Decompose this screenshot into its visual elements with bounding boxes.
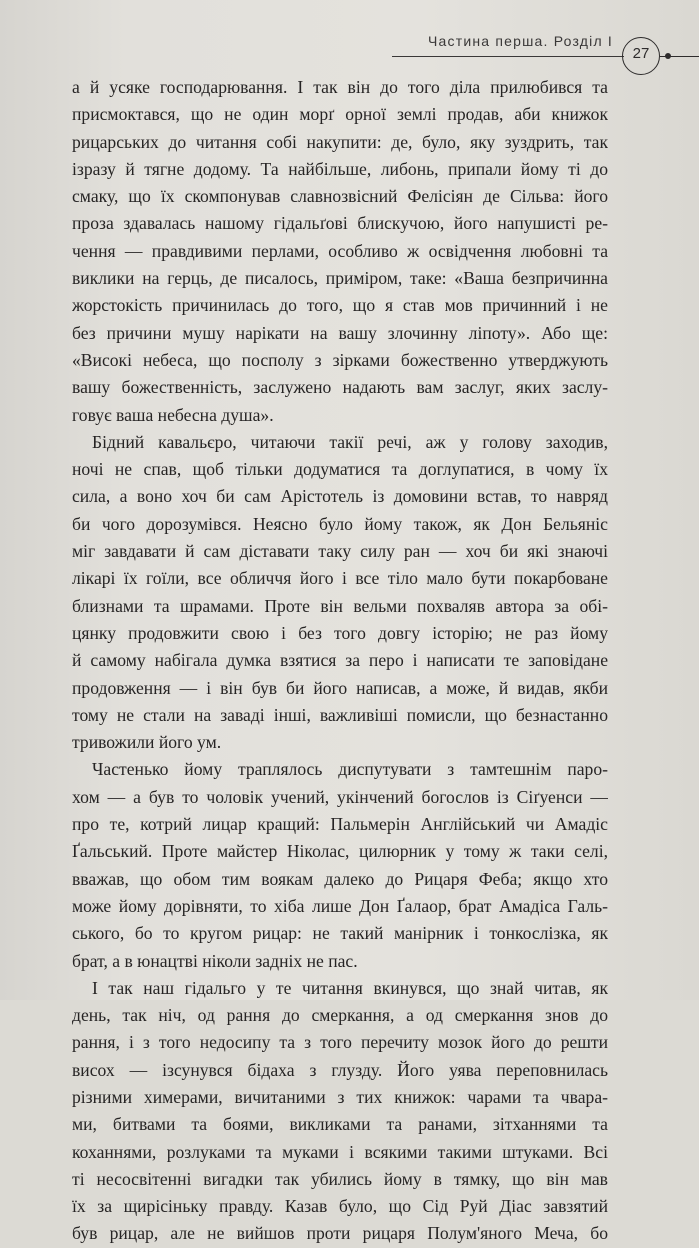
- text-line: висох — ізсунувся бідаха з глузду. Його уява переповнилась: [72, 1059, 608, 1080]
- text-line: ті несосвітенні вигадки так убились йому в тямку, що він мав: [72, 1168, 608, 1189]
- text-line: проза здавалась нашому гідальґові блискучою, його напушисті ре-: [72, 213, 608, 234]
- text-line: лікарі їх гоїли, все обличчя його і все тіло мало бути покарбоване: [72, 568, 608, 589]
- text-line: рання, і з того недосипу та з того перечиту мозок його до решти: [72, 1032, 608, 1053]
- page-number: 27: [632, 45, 650, 62]
- text-line: рицарських до читання собі накупити: де, було, яку зуздрить, так: [72, 131, 608, 152]
- text-line: хом — а був то чоловік учений, укінчений богослов із Сіґуенси —: [72, 786, 608, 807]
- text-line: ського, бо то кругом рицар: не такий манірник і тонкослізка, як: [72, 923, 608, 944]
- text-line: а й усяке господарювання. І так він до того діла прилюбився та: [72, 77, 608, 97]
- text-line: ізразу й тягне додому. Та найбільше, либонь, припали йому ті до: [72, 158, 608, 179]
- text-line: вашу божественність, заслужено надають вам заслуг, яких заслу-: [72, 377, 608, 398]
- text-line: сила, а воно хоч би сам Арістотель із домовини встав, то навряд: [72, 486, 608, 507]
- text-line: брат, а в юнацтві ніколи задніх не пас.: [72, 950, 358, 971]
- text-line: продовження — і він був би його написав, а може, й видав, якби: [72, 677, 608, 698]
- text-line: міг завдавати й сам діставати таку силу ран — хоч би які знаючі: [72, 541, 608, 562]
- text-line: «Високі небеса, що посполу з зірками божественно утверджують: [72, 349, 608, 370]
- text-line: говує ваша небесна душа».: [72, 404, 274, 425]
- page-number-dot: [665, 53, 671, 59]
- text-line: день, так ніч, од рання до смеркання, а од смеркання знов до: [72, 1005, 608, 1026]
- text-line: тому не стали на заваді інші, важливіші помисли, що безнастанно: [72, 704, 608, 725]
- text-line: різними химерами, вичитаними з тих книжок: чарами та чвара-: [72, 1086, 608, 1107]
- text-line: їх за щирісіньку правду. Казав було, що Сід Руй Діас завзятий: [72, 1196, 608, 1217]
- text-line: жорстокість причинилась до того, що я став мов причинний і не: [72, 295, 608, 316]
- text-line: цянку продовжити свою і без того довгу історію; не раз йому: [72, 622, 608, 643]
- text-line: Частенько йому траплялось диспутувати з тамтешнім паро-: [92, 759, 608, 780]
- text-line: ми, битвами та боями, викликами та ранами, зітханнями та: [72, 1114, 608, 1135]
- text-line: може йому дорівняти, то хіба лише Дон Ґалаор, брат Амадіса Галь-: [72, 895, 608, 916]
- text-line: присмоктався, що не один морґ орної землі продав, аби книжок: [72, 104, 608, 125]
- text-line: вважав, що обом тим воякам далеко до Рицаря Феба; якщо хто: [72, 868, 608, 889]
- text-line: виклики на герць, де писалось, приміром, таке: «Ваша безпричинна: [72, 268, 608, 289]
- text-line: І так наш гідальго у те читання вкинувся, що знай читав, як: [92, 977, 608, 998]
- text-line: ночі не спав, щоб тільки додуматися та доглупатися, в чому їх: [72, 459, 608, 480]
- text-line: Бідний кавальєро, читаючи такії речі, аж у голову заходив,: [92, 431, 608, 452]
- text-line: тривожили його ум.: [72, 732, 222, 753]
- text-line: коханнями, розлуками та муками і всякими такими штуками. Всі: [72, 1141, 608, 1162]
- text-line: близнами та шрамами. Проте він вельми похваляв автора за обі-: [72, 595, 608, 616]
- text-line: без причини мушу нарікати на вашу злочинну ліпоту». Або ще:: [72, 322, 608, 343]
- text-line: Ґальський. Проте майстер Ніколас, цилюрник у тому ж таки селі,: [72, 841, 608, 862]
- text-line: чення — правдивими перлами, особливо ж освідчення любовні та: [72, 240, 608, 261]
- text-line: смаку, що їх скомпонував славнозвісний Фелісіян де Сільва: його: [72, 186, 608, 207]
- body-text: [72, 74, 608, 1248]
- text-line: й самому набігала думка взятися за перо і написати те заповідане: [72, 650, 608, 671]
- header-rule: [392, 56, 624, 57]
- text-line: був рицар, але не вийшов проти рицаря Полум'яного Меча, бо: [72, 1223, 608, 1244]
- text-line: про те, котрий лицар кращий: Пальмерін Англійський чи Амадіс: [72, 814, 608, 835]
- running-head: Частина перша. Розділ I: [428, 33, 613, 49]
- text-line: би чого дорозумівся. Неясно було йому також, як Дон Бельяніс: [72, 513, 608, 534]
